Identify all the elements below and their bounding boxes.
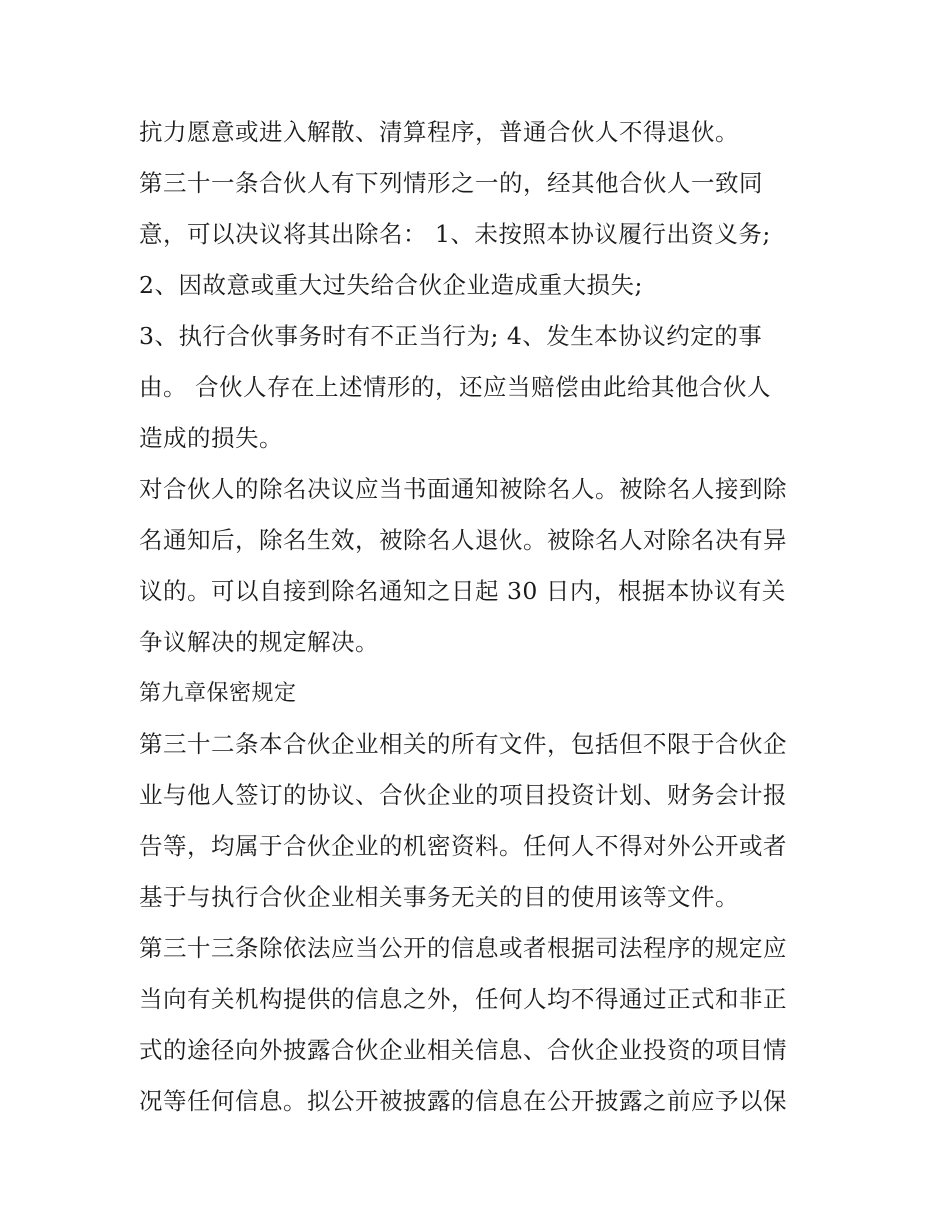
text-line: 意，可以决议将其出除名： 1、未按照本协议履行出资义务; [139, 220, 771, 248]
text-line: 告等，均属于合伙企业的机密资料。任何人不得对外公开或者 [139, 832, 787, 860]
text-line: 议的。可以自接到除名通知之日起 30 日内，根据本协议有关 [139, 577, 786, 605]
text-line: 3、执行合伙事务时有不正当行为; 4、发生本协议约定的事 [139, 322, 763, 350]
text-line: 业与他人签订的协议、合伙企业的项目投资计划、财务会计报 [139, 781, 787, 809]
text-line: 式的途径向外披露合伙企业相关信息、合伙企业投资的项目情 [139, 1036, 787, 1064]
text-line: 基于与执行合伙企业相关事务无关的目的使用该等文件。 [139, 883, 739, 911]
chapter-heading: 第九章保密规定 [139, 681, 297, 706]
text-line: 当向有关机构提供的信息之外，任何人均不得通过正式和非正 [139, 985, 787, 1013]
text-line: 由。 合伙人存在上述情形的，还应当赔偿由此给其他合伙人 [139, 373, 771, 401]
text-line: 第三十三条除依法应当公开的信息或者根据司法程序的规定应 [139, 934, 787, 962]
text-line: 第三十二条本合伙企业相关的所有文件，包括但不限于合伙企 [139, 730, 787, 758]
text-line: 抗力愿意或进入解散、清算程序，普通合伙人不得退伙。 [139, 118, 739, 146]
text-line: 争议解决的规定解决。 [139, 628, 379, 656]
document-body [139, 107, 819, 1127]
text-line: 对合伙人的除名决议应当书面通知被除名人。被除名人接到除 [139, 475, 787, 503]
text-line: 况等任何信息。拟公开被披露的信息在公开披露之前应予以保 [139, 1087, 787, 1115]
text-line: 名通知后，除名生效，被除名人退伙。被除名人对除名决有异 [139, 526, 787, 554]
text-line: 造成的损失。 [139, 424, 283, 452]
text-line: 2、因故意或重大过失给合伙企业造成重大损失; [139, 271, 643, 299]
text-line: 第三十一条合伙人有下列情形之一的，经其他合伙人一致同 [139, 169, 763, 197]
